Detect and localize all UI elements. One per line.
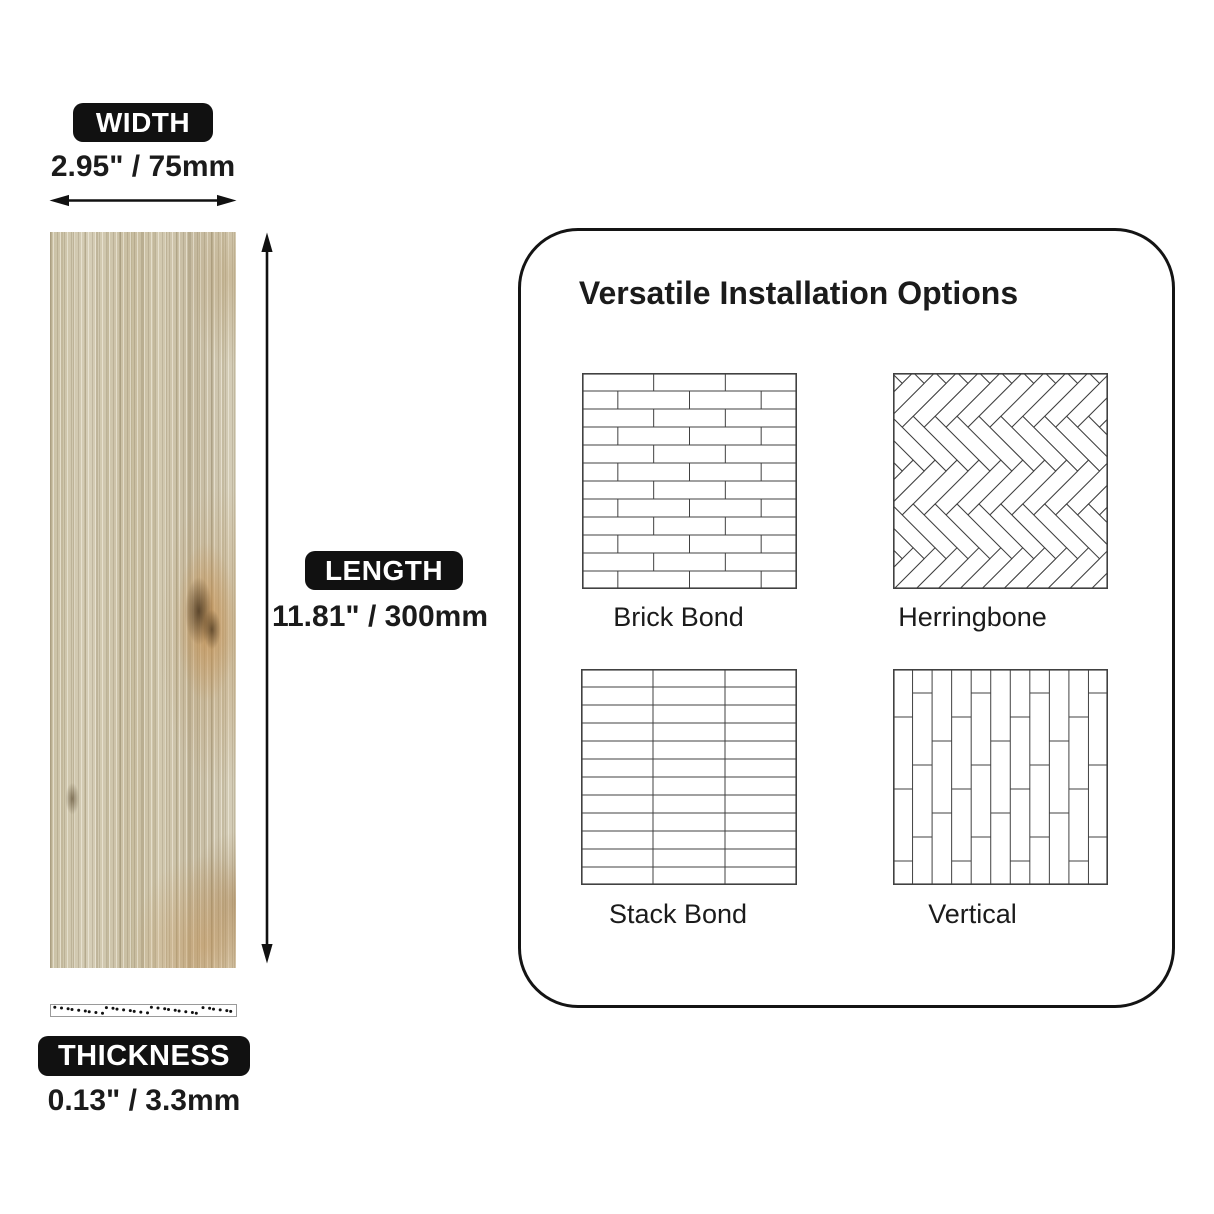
width-label: WIDTH xyxy=(95,106,191,138)
pattern-label-stack-bond: Stack Bond xyxy=(608,899,748,929)
installation-options-panel xyxy=(518,228,1175,1008)
pattern-label-herringbone: Herringbone xyxy=(898,602,1047,632)
thickness-label-badge xyxy=(38,1036,250,1076)
thickness-label: THICKNESS xyxy=(57,1039,231,1072)
stack-bond-pattern-icon xyxy=(581,669,797,885)
wood-plank-image xyxy=(50,232,236,968)
vertical-pattern-icon xyxy=(893,669,1108,885)
herringbone-pattern-icon xyxy=(893,373,1108,589)
length-value: 11.81" / 300mm xyxy=(271,600,489,633)
length-dimension-arrow-icon xyxy=(255,231,279,965)
panel-title: Versatile Installation Options xyxy=(578,275,1019,311)
brick-bond-pattern-icon xyxy=(582,373,797,589)
thickness-value: 0.13" / 3.3mm xyxy=(47,1084,241,1117)
thickness-cross-section-icon xyxy=(50,1004,237,1017)
width-label-badge xyxy=(73,103,213,142)
pattern-label-brick-bond: Brick Bond xyxy=(613,602,744,632)
length-label-badge xyxy=(305,551,463,590)
length-label: LENGTH xyxy=(324,554,444,586)
pattern-label-vertical: Vertical xyxy=(928,899,1017,929)
width-dimension-arrow-icon xyxy=(48,190,238,211)
width-value: 2.95" / 75mm xyxy=(50,150,236,183)
